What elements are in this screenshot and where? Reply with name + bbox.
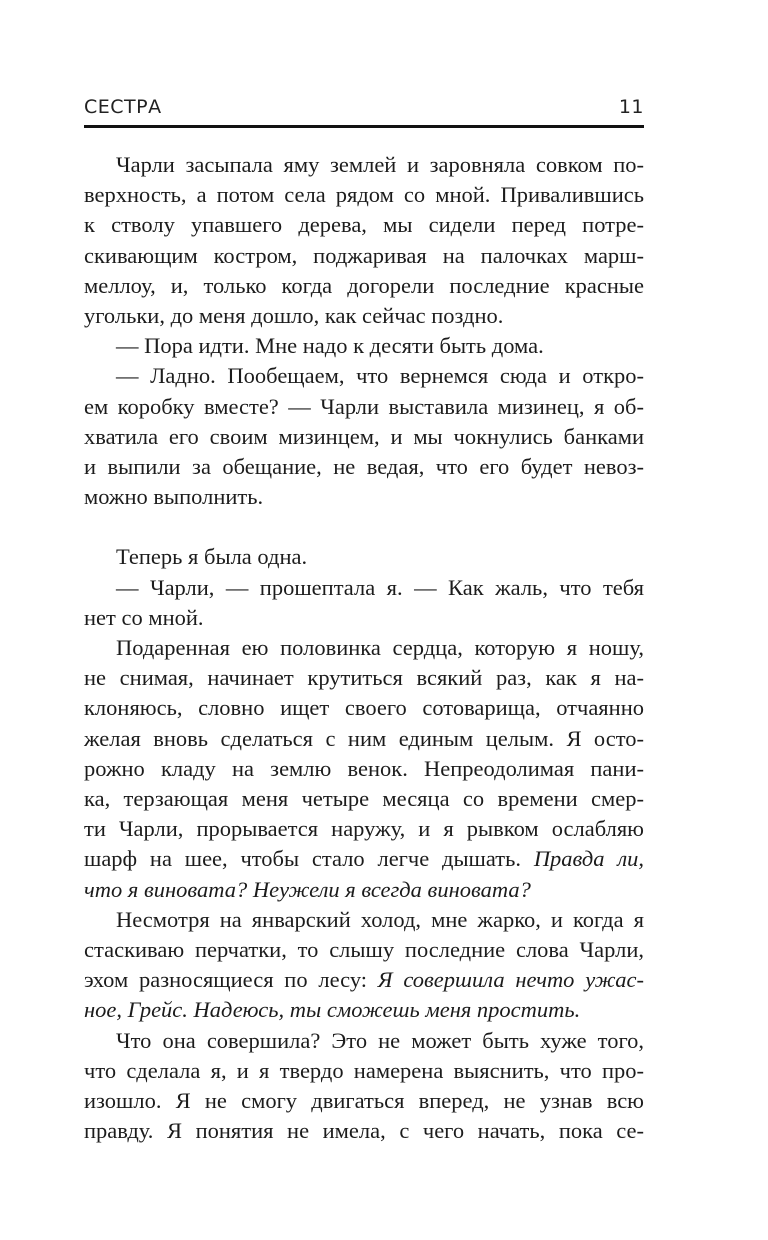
italic-text-span: Правда ли, bbox=[533, 846, 645, 872]
text-line: к стволу упавшего дерева, мы сидели перед потре- bbox=[84, 212, 644, 238]
text-line: изошло. Я не смогу двигаться вперед, не узнав всю bbox=[84, 1088, 644, 1114]
text-line bbox=[84, 965, 644, 995]
paragraph bbox=[84, 150, 644, 331]
text-line: — Чарли, — прошептала я. — Как жаль, что тебя bbox=[116, 574, 644, 600]
text-line: клоняюсь, словно ищет своего сотоварища, отчаянно bbox=[84, 695, 644, 721]
text-line: что сделала я, и я твердо намерена выяснить, что про- bbox=[84, 1057, 644, 1083]
paragraph bbox=[84, 1026, 644, 1147]
text-line: — Пора идти. Мне надо к десяти быть дома. bbox=[116, 333, 544, 359]
italic-text-span: ное, Грейс. Надеюсь, ты сможешь меня простить. bbox=[84, 997, 581, 1023]
text-line: Подаренная ею половинка сердца, которую я ношу, bbox=[116, 635, 644, 661]
text-line: и выпили за обещание, не ведая, что его будет невоз- bbox=[84, 454, 644, 480]
text-line: желая вновь сделаться с ним единым целым. Я осто- bbox=[84, 725, 644, 751]
text-span: эхом разносящиеся по лесу: bbox=[84, 967, 378, 993]
header-rule bbox=[84, 125, 644, 128]
text-line: угольки, до меня дошло, как сейчас поздно. bbox=[84, 303, 504, 329]
text-line: меллоу, и, только когда догорели последние красные bbox=[84, 272, 644, 298]
text-line bbox=[84, 844, 644, 874]
text-line: скивающим костром, поджаривая на палочках марш- bbox=[84, 242, 644, 268]
paragraph bbox=[84, 331, 644, 361]
text-line: стаскиваю перчатки, то слышу последние слова Чарли, bbox=[84, 937, 644, 963]
paragraph bbox=[84, 633, 644, 905]
text-line: нет со мной. bbox=[84, 604, 204, 630]
text-line bbox=[84, 995, 644, 1025]
paragraph bbox=[84, 542, 644, 572]
text-line: правду. Я понятия не имела, с чего начать, пока се- bbox=[84, 1118, 644, 1144]
paragraph bbox=[84, 573, 644, 633]
text-line: верхность, а потом села рядом со мной. Привалившись bbox=[84, 182, 644, 208]
text-line: не снимая, начинает крутиться всякий раз, как я на- bbox=[84, 665, 644, 691]
paragraph bbox=[84, 361, 644, 512]
running-header bbox=[84, 96, 644, 126]
italic-text-span: Я совершила нечто ужас- bbox=[377, 967, 644, 993]
text-span: шарф на шее, чтобы стало легче дышать. bbox=[84, 846, 534, 872]
text-line: ти Чарли, прорывается наружу, и я рывком ослабляю bbox=[84, 816, 644, 842]
text-line: ем коробку вместе? — Чарли выставила мизинец, я об- bbox=[84, 393, 644, 419]
text-line: можно выполнить. bbox=[84, 484, 264, 510]
text-line: рожно кладу на землю венок. Непреодолимая пани- bbox=[84, 755, 644, 781]
italic-text-span: что я виновата? Неужели я всегда виновата? bbox=[84, 876, 531, 902]
running-title: СЕСТРА bbox=[84, 96, 162, 118]
text-line: хватила его своим мизинцем, и мы чокнулись банками bbox=[84, 423, 644, 449]
page-number: 11 bbox=[618, 96, 644, 118]
text-line: Чарли засыпала яму землей и заровняла совком по- bbox=[116, 152, 644, 177]
text-line: Что она совершила? Это не может быть хуже того, bbox=[116, 1027, 644, 1053]
text-line: — Ладно. Пообещаем, что вернемся сюда и откро- bbox=[116, 363, 644, 389]
text-line: Несмотря на январский холод, мне жарко, и когда я bbox=[116, 906, 644, 932]
book-page bbox=[84, 0, 644, 1240]
text-line: ка, терзающая меня четыре месяца со времени смер- bbox=[84, 786, 644, 812]
text-line: Теперь я была одна. bbox=[116, 544, 308, 570]
paragraph bbox=[84, 905, 644, 1026]
body-text bbox=[84, 150, 644, 1147]
text-line bbox=[84, 875, 644, 905]
section-break bbox=[84, 512, 644, 542]
